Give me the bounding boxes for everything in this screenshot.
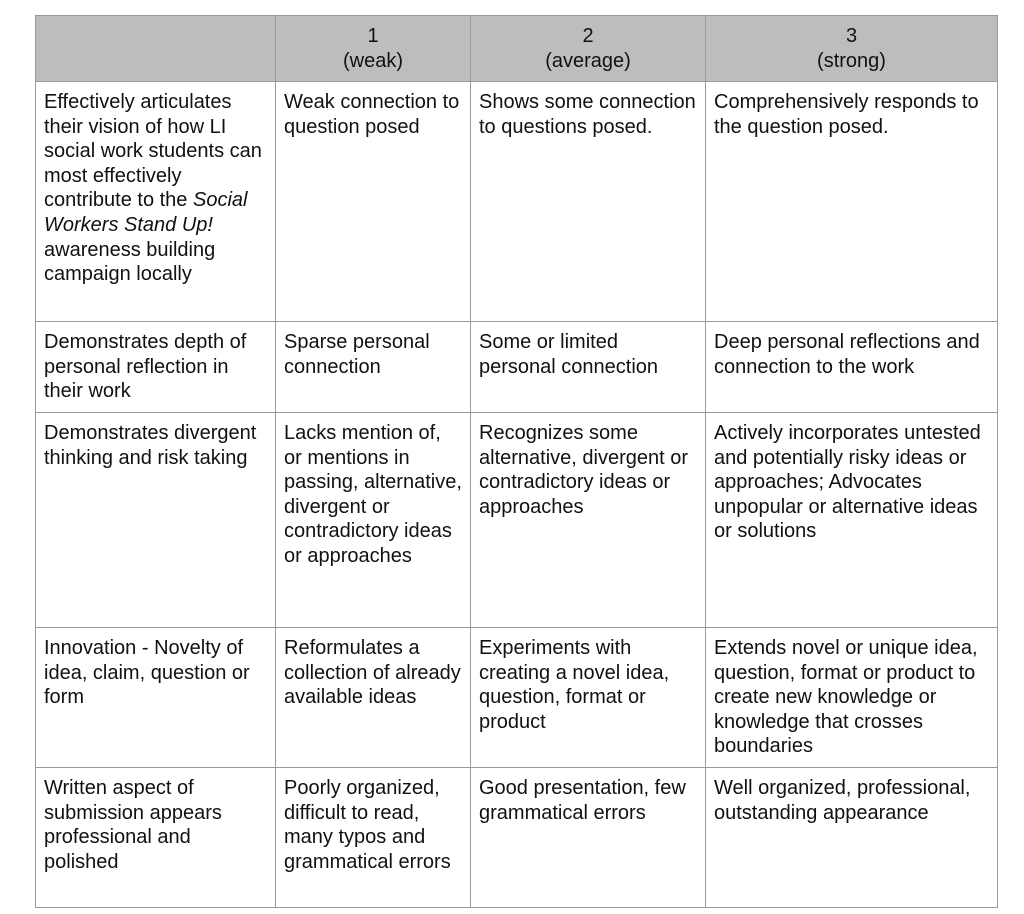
table-row (36, 768, 998, 908)
criterion-cell: Demonstrates depth of personal reflection in their work (36, 322, 276, 413)
criterion-cell (36, 82, 276, 322)
table-row (36, 628, 998, 768)
header-strong-cell (706, 16, 998, 82)
criterion-cell: Innovation - Novelty of idea, claim, question or form (36, 628, 276, 768)
criterion-text-end: awareness building campaign locally (44, 238, 216, 286)
strong-cell: Extends novel or unique idea, question, format or product to create new knowledge or knowledge that crosses boundaries (706, 628, 998, 768)
header-score-label: (strong) (817, 49, 886, 72)
campaign-name: Social Workers Stand Up! (44, 189, 248, 236)
table-row (36, 322, 998, 413)
average-cell: Experiments with creating a novel idea, question, format or product (471, 628, 706, 768)
criterion-text: Effectively articulates their vision of how LI social work students can most effectively contribute to the (44, 91, 262, 212)
header-corner-cell (36, 16, 276, 82)
weak-cell: Lacks mention of, or mentions in passing, alternative, divergent or contradictory ideas or approaches (276, 413, 471, 628)
table-row (36, 82, 998, 322)
header-score-number: 2 (582, 25, 594, 47)
weak-cell: Sparse personal connection (276, 322, 471, 413)
strong-cell: Comprehensively responds to the question posed. (706, 82, 998, 322)
average-cell: Recognizes some alternative, divergent or contradictory ideas or approaches (471, 413, 706, 628)
header-score-label: (weak) (342, 49, 403, 72)
rubric-table (35, 15, 998, 908)
weak-cell: Poorly organized, difficult to read, many typos and grammatical errors (276, 768, 471, 908)
weak-cell: Weak connection to question posed (276, 82, 471, 322)
header-score-label: (average) (545, 49, 631, 72)
criterion-cell: Demonstrates divergent thinking and risk taking (36, 413, 276, 628)
header-weak-cell (276, 16, 471, 82)
average-cell: Shows some connection to questions posed. (471, 82, 706, 322)
table-row (36, 413, 998, 628)
strong-cell: Actively incorporates untested and potentially risky ideas or approaches; Advocates unpopular or alternative ideas or solutions (706, 413, 998, 628)
strong-cell: Well organized, professional, outstanding appearance (706, 768, 998, 908)
header-score-number: 1 (367, 25, 379, 47)
weak-cell: Reformulates a collection of already available ideas (276, 628, 471, 768)
header-row (36, 16, 998, 82)
strong-cell: Deep personal reflections and connection to the work (706, 322, 998, 413)
average-cell: Good presentation, few grammatical errors (471, 768, 706, 908)
header-score-number: 3 (845, 25, 858, 47)
average-cell: Some or limited personal connection (471, 322, 706, 413)
header-average-cell (471, 16, 706, 82)
criterion-cell: Written aspect of submission appears professional and polished (36, 768, 276, 908)
